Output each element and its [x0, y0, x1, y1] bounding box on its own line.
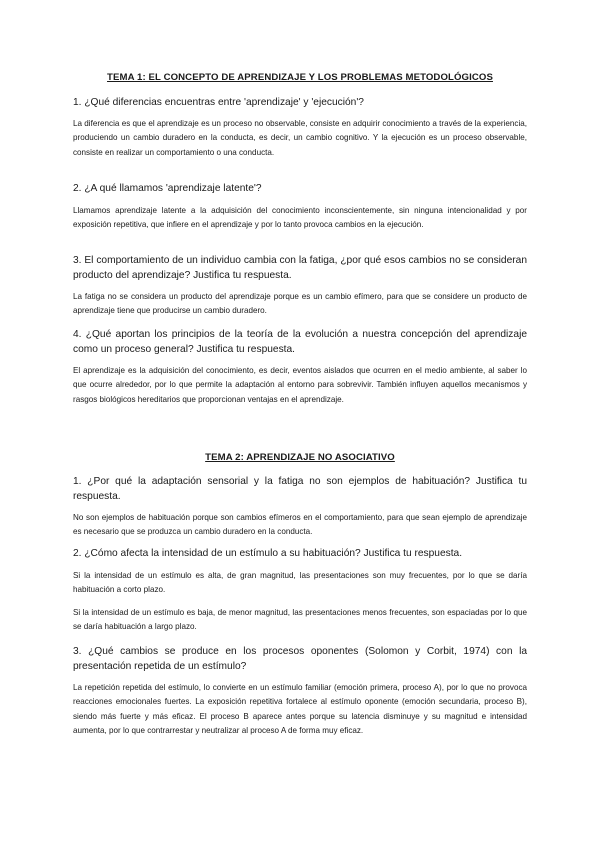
- tema1-question-1: 1. ¿Qué diferencias encuentras entre 'aprendizaje' y 'ejecución'?: [73, 97, 364, 108]
- tema2-answer-2b: Si la intensidad de un estímulo es baja, de menor magnitud, las presentaciones menos frecuentes, son espaciadas por lo que se daría habituación a largo plazo.: [73, 608, 527, 632]
- tema2-answer-2a: Si la intensidad de un estímulo es alta, de gran magnitud, las presentaciones son muy frecuentes, por lo que se daría habituación a corto plazo.: [73, 571, 527, 595]
- tema2-question-2: 2. ¿Cómo afecta la intensidad de un estímulo a su habituación? Justifica tu respuesta.: [73, 548, 463, 559]
- tema2-question-1: 1. ¿Por qué la adaptación sensorial y la fatiga no son ejemplos de habituación? Justifica tu respuesta.: [73, 476, 527, 502]
- tema1-answer-3: La fatiga no se considera un producto del aprendizaje porque es un cambio efímero, para que se considere un producto de aprendizaje tiene que producirse un cambio duradero.: [73, 292, 527, 316]
- tema1-answer-2: Llamamos aprendizaje latente a la adquisición del conocimiento inconscientemente, sin ninguna intencionalidad y por exposición repetitiva, que infiere en el aprendizaje y por lo tanto provoca cambios en la ejecución.: [73, 206, 527, 230]
- tema2-question-3: 3. ¿Qué cambios se produce en los procesos oponentes (Solomon y Corbit, 1974) con la presentación repetida de un estímulo?: [73, 646, 527, 672]
- tema1-question-4: 4. ¿Qué aportan los principios de la teoría de la evolución a nuestra concepción del aprendizaje como un proceso general? Justifica tu respuesta.: [73, 329, 527, 355]
- tema1-question-2: 2. ¿A qué llamamos 'aprendizaje latente'?: [73, 183, 262, 194]
- tema2-heading: TEMA 2: APRENDIZAJE NO ASOCIATIVO: [205, 452, 395, 463]
- tema1-question-3: 3. El comportamiento de un individuo cambia con la fatiga, ¿por qué esos cambios no se consideran producto del aprendizaje? Justifica tu respuesta.: [73, 255, 527, 281]
- tema1-answer-1: La diferencia es que el aprendizaje es un proceso no observable, consiste en adquirir conocimiento a través de la experiencia, produciendo un cambio duradero en la conducta, es decir, un cambio cognitivo. Y la ejecución es un proceso observable, consiste en realizar un comportamiento o una conducta.: [73, 119, 527, 157]
- tema1-answer-4: El aprendizaje es la adquisición del conocimiento, es decir, eventos aislados que ocurren en el medio ambiente, al saber lo que ocurre alrededor, por lo que permite la adaptación al entorno para sobrevivir. También influyen aquellos mecanismos y rasgos biológicos hereditarios que proporcionan ventajas en el aprendizaje.: [73, 366, 527, 404]
- tema2-answer-3: La repetición repetida del estímulo, lo convierte en un estímulo familiar (emoción primera, proceso A), por lo que no provoca reacciones emocionales fuertes. La exposición repetitiva fortalece al estímulo oponente (emoción secundaria, proceso B), siendo más fuerte y más eficaz. El proceso B aparece antes porque su latencia disminuye y su magnitud e intensidad aumenta, por lo que contrarrestar y neutralizar al proceso A de forma muy eficaz.: [73, 683, 527, 735]
- tema2-answer-1: No son ejemplos de habituación porque son cambios efímeros en el comportamiento, para que sean ejemplo de aprendizaje es necesario que se produzca un cambio duradero en la conducta.: [73, 513, 527, 537]
- tema1-heading: TEMA 1: EL CONCEPTO DE APRENDIZAJE Y LOS PROBLEMAS METODOLÓGICOS: [107, 72, 493, 83]
